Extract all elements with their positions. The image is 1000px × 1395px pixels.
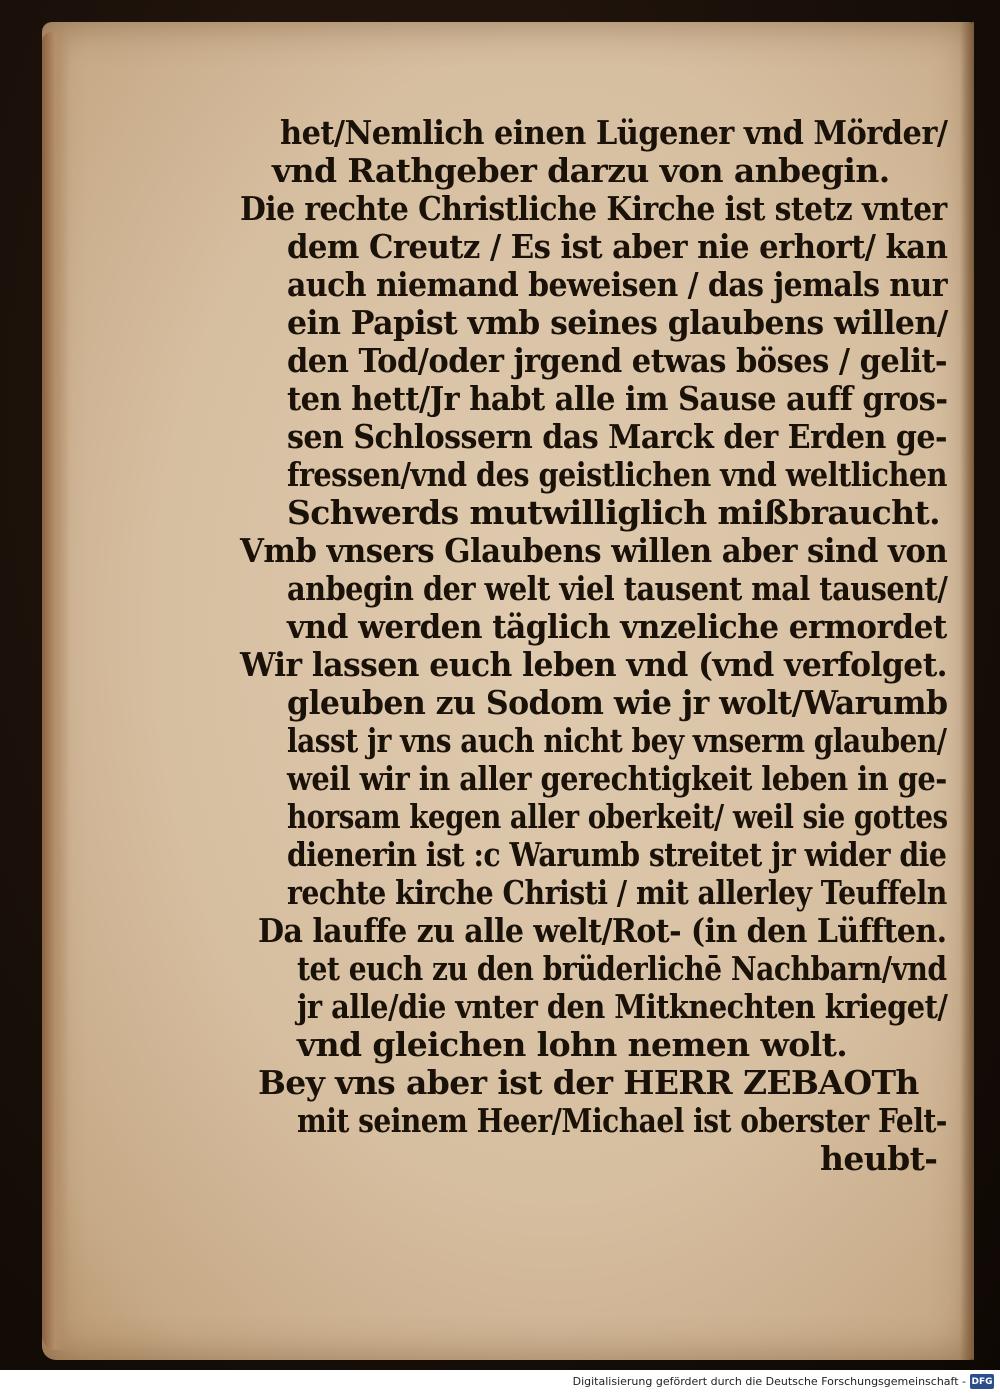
text-line: vnd Rathgeber darzu von anbegin. bbox=[272, 151, 890, 190]
text-line: auch niemand beweisen / das jemals nur bbox=[287, 265, 948, 304]
text-block bbox=[42, 22, 974, 1360]
catchword: heubt- bbox=[820, 1139, 938, 1178]
text-line: mit seinem Heer/Michael ist oberster Felt- bbox=[297, 1101, 947, 1140]
text-line: sen Schlossern das Marck der Erden ge- bbox=[287, 417, 947, 456]
text-line: Da lauffe zu alle welt/Rot- (in den Lüfften. bbox=[258, 911, 947, 950]
text-line: vnd werden täglich vnzeliche ermordet bbox=[287, 607, 947, 646]
text-line: ten hett/Jr habt alle im Sause auff gros- bbox=[287, 379, 948, 418]
text-line: anbegin der welt viel tausent mal tausent/ bbox=[287, 569, 948, 608]
text-line: het/Nemlich einen Lügener vnd Mörder/ bbox=[280, 113, 948, 152]
book-page bbox=[42, 22, 974, 1360]
text-line: jr alle/die vnter den Mitknechten krieget/ bbox=[297, 987, 948, 1026]
text-line: Die rechte Christliche Kirche ist stetz vnter bbox=[240, 189, 947, 228]
footer-credit: Digitalisierung gefördert durch die Deutsche Forschungsgemeinschaft - bbox=[572, 1375, 966, 1388]
text-line: vnd gleichen lohn nemen wolt. bbox=[297, 1025, 848, 1064]
text-line: dem Creutz / Es ist aber nie erhort/ kan bbox=[287, 227, 948, 266]
text-line: den Tod/oder jrgend etwas böses / gelit- bbox=[287, 341, 948, 380]
text-line: fressen/vnd des geistlichen vnd weltlichen bbox=[287, 455, 947, 494]
text-line: Schwerds mutwilliglich mißbraucht. bbox=[287, 493, 941, 532]
text-line: rechte kirche Christi / mit allerley Teuffeln bbox=[287, 873, 947, 912]
text-line: tet euch zu den brüderlichē Nachbarn/vnd bbox=[297, 949, 947, 988]
text-line: ein Papist vmb seines glaubens willen/ bbox=[287, 303, 948, 342]
footer-bar bbox=[0, 1370, 1000, 1395]
text-line: Vmb vnsers Glaubens willen aber sind von bbox=[240, 531, 948, 570]
text-line: lasst jr vns auch nicht bey vnserm glauben/ bbox=[287, 721, 947, 760]
text-line: Bey vns aber ist der HERR ZEBAOTh bbox=[258, 1063, 919, 1102]
dfg-logo-icon: DFG bbox=[970, 1374, 994, 1389]
text-line: dienerin ist :c Warumb streitet jr wider die bbox=[287, 835, 947, 874]
text-line: weil wir in aller gerechtigkeit leben in ge- bbox=[287, 759, 947, 798]
text-line: gleuben zu Sodom wie jr wolt/Warumb bbox=[287, 683, 948, 722]
text-line: Wir lassen euch leben vnd (vnd verfolget. bbox=[240, 645, 948, 684]
text-line: horsam kegen aller oberkeit/ weil sie gottes bbox=[287, 797, 948, 836]
